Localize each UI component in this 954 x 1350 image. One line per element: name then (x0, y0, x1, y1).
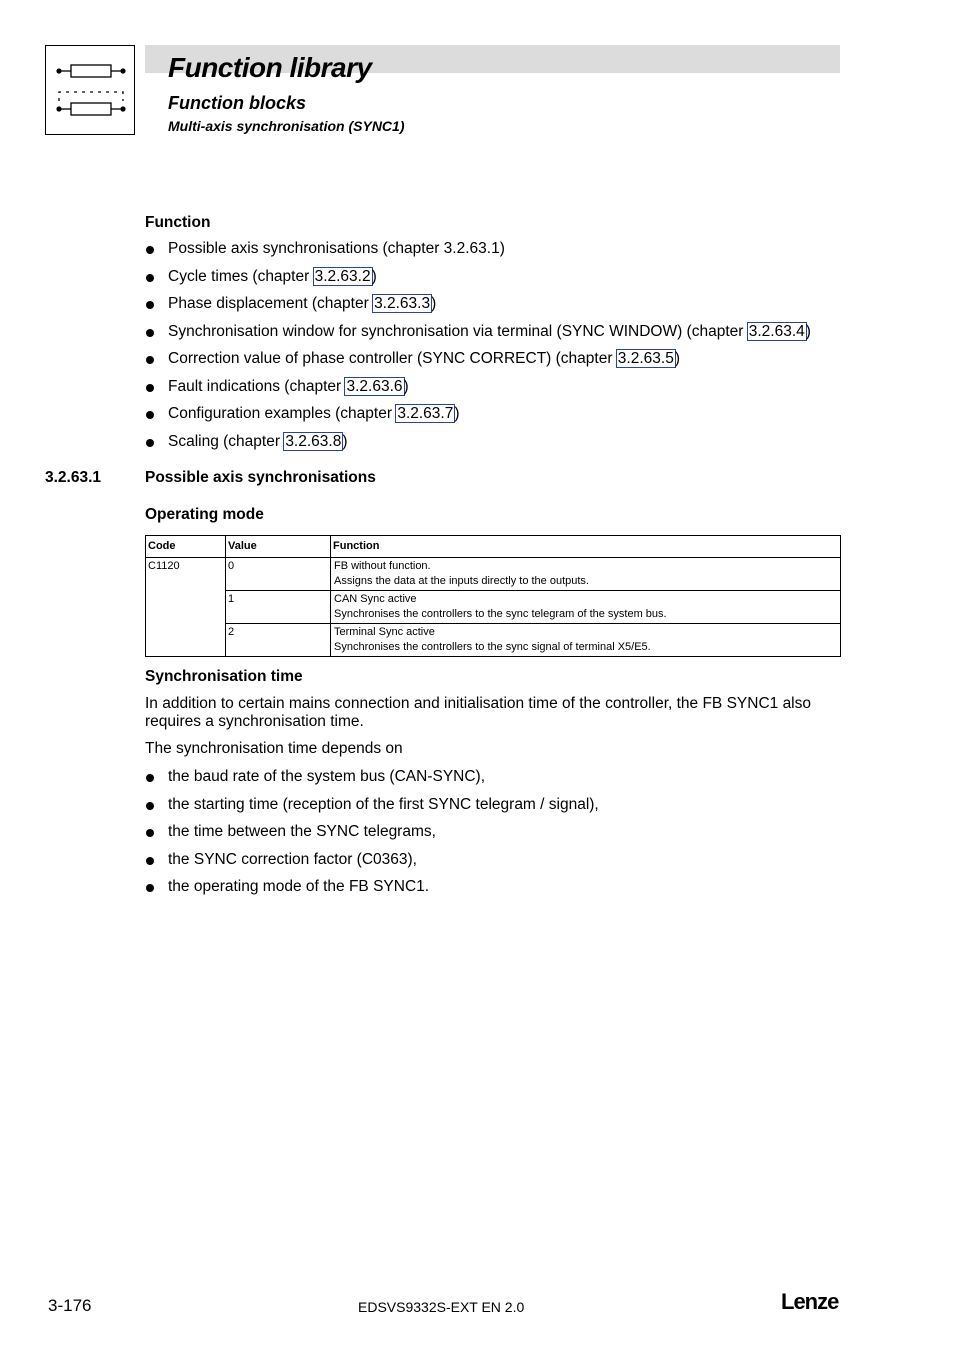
sync-time-paragraph: In addition to certain mains connection and initialisation time of the controller, the FB SYNC1 also requires a synchronisation time. (145, 695, 812, 730)
list-item-text: Possible axis synchronisations (chapter 3.2.63.1) (168, 240, 505, 257)
list-item (145, 796, 599, 824)
function-line: Terminal Sync active (334, 626, 435, 638)
list-item (145, 405, 811, 433)
bullet-icon (146, 301, 154, 309)
list-item-text: the time between the SYNC telegrams, (168, 823, 436, 840)
document-id: EDSVS9332S-EXT EN 2.0 (358, 1299, 525, 1315)
bullet-icon (146, 329, 154, 337)
table-cell-function (331, 558, 841, 591)
chapter-link[interactable]: 3.2.63.8 (285, 432, 342, 450)
chapter-link[interactable]: 3.2.63.3 (374, 295, 431, 312)
bullet-icon (146, 774, 154, 782)
bullet-icon (146, 384, 154, 392)
list-item-text: Fault indications (chapter (168, 377, 346, 395)
list-item (145, 878, 599, 906)
operating-mode-heading: Operating mode (145, 506, 264, 523)
sync-time-heading: Synchronisation time (145, 668, 303, 685)
bullet-icon (146, 439, 154, 447)
list-item-text: the operating mode of the FB SYNC1. (168, 878, 430, 895)
bullet-icon (146, 802, 154, 810)
list-item (145, 295, 811, 323)
list-item-suffix: ) (674, 350, 680, 367)
table-row (146, 558, 841, 591)
list-item-suffix: ) (403, 377, 409, 395)
list-item-text: Configuration examples (chapter (168, 405, 397, 422)
section-title: Multi-axis synchronisation (SYNC1) (168, 118, 405, 134)
brand-logo: Lenze (781, 1289, 839, 1314)
chapter-link[interactable]: 3.2.63.7 (397, 405, 454, 422)
table-header-value: Value (226, 536, 331, 558)
list-item (145, 323, 811, 351)
list-item-text: the starting time (reception of the first SYNC telegram / signal), (168, 795, 599, 813)
page-title: Function library (168, 52, 372, 83)
list-item (145, 768, 599, 796)
list-item-suffix: ) (805, 322, 811, 340)
chapter-link[interactable]: 3.2.63.4 (748, 322, 805, 340)
list-item-text: Synchronisation window for synchronisation via terminal (SYNC WINDOW) (chapter (168, 322, 748, 340)
list-item (145, 240, 811, 268)
bullet-icon (146, 274, 154, 282)
bullet-icon (146, 356, 154, 364)
list-item-suffix: ) (454, 405, 460, 422)
bullet-icon (146, 884, 154, 892)
list-item-text: Correction value of phase controller (SYNC CORRECT) (chapter (168, 350, 617, 367)
function-description: Synchronises the controllers to the sync signal of terminal X5/E5. (334, 641, 651, 653)
list-item (145, 823, 599, 851)
list-item (145, 268, 811, 296)
bullet-icon (146, 829, 154, 837)
list-item (145, 378, 811, 406)
list-item-text: Cycle times (chapter (168, 267, 314, 285)
table-header-row (146, 536, 841, 558)
bullet-icon (146, 411, 154, 419)
table-cell-code: C1120 (146, 558, 226, 657)
list-item-suffix: ) (431, 295, 437, 312)
function-block-logo-icon (45, 45, 135, 135)
sync-time-intro: The synchronisation time depends on (145, 740, 403, 757)
list-item-suffix: ) (371, 267, 377, 285)
function-description: Assigns the data at the inputs directly to the outputs. (334, 575, 589, 587)
bullet-icon (146, 857, 154, 865)
operating-mode-table (145, 535, 841, 657)
table-header-code: Code (146, 536, 226, 558)
list-item (145, 350, 811, 378)
list-item-suffix: ) (342, 432, 348, 450)
page-subtitle: Function blocks (168, 93, 307, 113)
function-list (145, 240, 811, 460)
chapter-link[interactable]: 3.2.63.6 (346, 377, 403, 395)
table-row (146, 624, 841, 657)
chapter-link[interactable]: 3.2.63.5 (617, 350, 674, 367)
list-item-text: Phase displacement (chapter (168, 295, 374, 312)
page-number: 3-176 (48, 1296, 92, 1315)
sync-time-list (145, 768, 599, 906)
table-cell-value: 2 (226, 624, 331, 657)
subsection-number: 3.2.63.1 (45, 469, 102, 486)
table-cell-function (331, 591, 841, 624)
table-row (146, 591, 841, 624)
list-item-text: the baud rate of the system bus (CAN-SYNC), (168, 768, 486, 785)
list-item-text: the SYNC correction factor (C0363), (168, 850, 417, 868)
function-heading: Function (145, 214, 211, 231)
list-item (145, 433, 811, 461)
function-line: CAN Sync active (334, 593, 417, 605)
list-item-text: Scaling (chapter (168, 432, 285, 450)
table-cell-value: 0 (226, 558, 331, 591)
subsection-title: Possible axis synchronisations (145, 469, 376, 486)
bullet-icon (146, 246, 154, 254)
function-description: Synchronises the controllers to the sync telegram of the system bus. (334, 608, 667, 620)
table-cell-function (331, 624, 841, 657)
function-line: FB without function. (334, 560, 431, 572)
chapter-link[interactable]: 3.2.63.2 (314, 267, 371, 285)
table-header-function: Function (331, 536, 841, 558)
table-cell-value: 1 (226, 591, 331, 624)
list-item (145, 851, 599, 879)
